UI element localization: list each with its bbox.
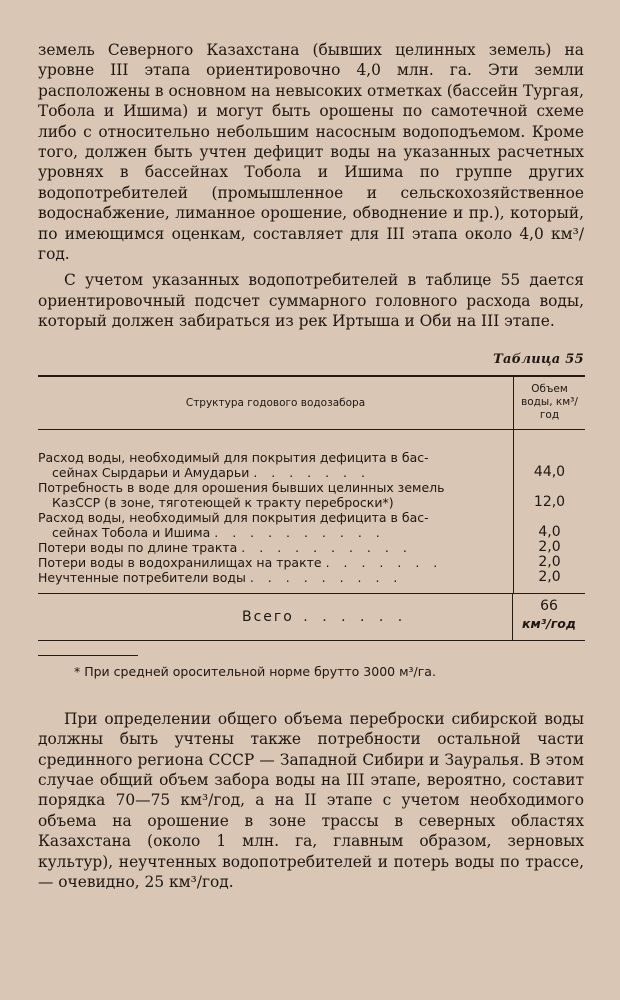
total-value: 66 [540, 597, 558, 614]
header-structure: Структура годового водозабора [38, 377, 514, 429]
row-label-line1: Расход воды, необходимый для покрытия дефицита в бас- [38, 509, 429, 525]
row-label-line2: КазССР (в зоне, тяготеющей к тракту переброски*) [52, 494, 394, 510]
row-value: 12,0 [533, 493, 566, 510]
row-value: 2,0 [538, 553, 561, 570]
row-value: 44,0 [533, 463, 566, 480]
table-header [38, 377, 585, 430]
row-value: 2,0 [538, 538, 561, 555]
row-label: Потери воды в водохранилищах на тракте [38, 554, 322, 570]
book-page [38, 36, 584, 892]
row-label-line2: сейнах Сырдарьи и Амударьи [52, 464, 250, 480]
paragraph-2: С учетом указанных водопотребителей в таблице 55 дается ориентировочный подсчет суммарного головного расхода воды, который должен забираться из рек Иртыша и Оби на III этапе. [38, 271, 584, 331]
table-row: Расход воды, необходимый для покрытия дефицита в бас- сейнах Тобола и Ишима . . . . . . . . . . [38, 510, 513, 540]
total-label: Всего [242, 608, 294, 625]
footnote: * При средней оросительной норме брутто 3000 м³/га. [74, 663, 436, 679]
total-unit: км³/год [522, 615, 576, 631]
water-intake-table [38, 375, 585, 641]
row-label: Неучтенные потребители воды [38, 569, 246, 585]
paragraph-3: При определении общего объема переброски сибирской воды должны быть учтены также потребности остальной части срединного региона СССР — Западной Сибири и Зауралья. В этом случае общий объем забора воды на III этапе, вероятно, составит порядка 70—75 км³/год, а на II этапе с учетом необходимого объема на орошение в зоне трассы в северных областях Казахстана (около 1 млн. га, главным образом, зерновых культур), неучтенных водопотребителей и потерь воды по трассе,— очевидно, 25 км³/год. [38, 709, 584, 891]
footnote-rule [38, 655, 138, 656]
table-body [38, 430, 585, 593]
row-label-line1: Потребность в воде для орошения бывших целинных земель [38, 479, 445, 495]
header-volume: Объем воды, км³/год [521, 383, 578, 422]
table-caption: Таблица 55 [493, 351, 584, 367]
table-row [38, 480, 513, 510]
table-row: Потери воды по длине тракта . . . . . . . . . . [38, 539, 412, 555]
table-row: Потери воды в водохранилищах на тракте . . . . . . . [38, 554, 443, 570]
table-row: Неучтенные потребители воды . . . . . . . . . [38, 569, 403, 585]
paragraph-1: земель Северного Казахстана (бывших целинных земель) на уровне III этапа ориентировочно 4,0 млн. га. Эти земли расположены в основном на невысоких отметках (бассейн Тургая, Тобола и Ишима) и могут быть орошены по самотечной схеме либо с относительно небольшим насосным водоподъемом. Кроме того, должен быть учтен дефицит воды на указанных расчетных уровнях в бассейнах Тобола и Ишима по группе других водопотребителей (промышленное и сельскохозяйственное водоснабжение, лиманное орошение, обводнение и пр.), который, по имеющимся оценкам, составляет для III этапа около 4,0 км³/год. [38, 41, 584, 264]
table-total-row: Всего . . . . . . 66 км³/год [38, 593, 585, 641]
row-value: 2,0 [538, 568, 561, 585]
row-label: Потери воды по длине тракта [38, 539, 238, 555]
row-value: 4,0 [538, 523, 561, 540]
row-label-line2: сейнах Тобола и Ишима [52, 524, 211, 540]
table-row: Расход воды, необходимый для покрытия дефицита в бас- сейнах Сырдарьи и Амударьи . . . . . . . [38, 450, 513, 480]
row-label-line1: Расход воды, необходимый для покрытия дефицита в бас- [38, 449, 429, 465]
